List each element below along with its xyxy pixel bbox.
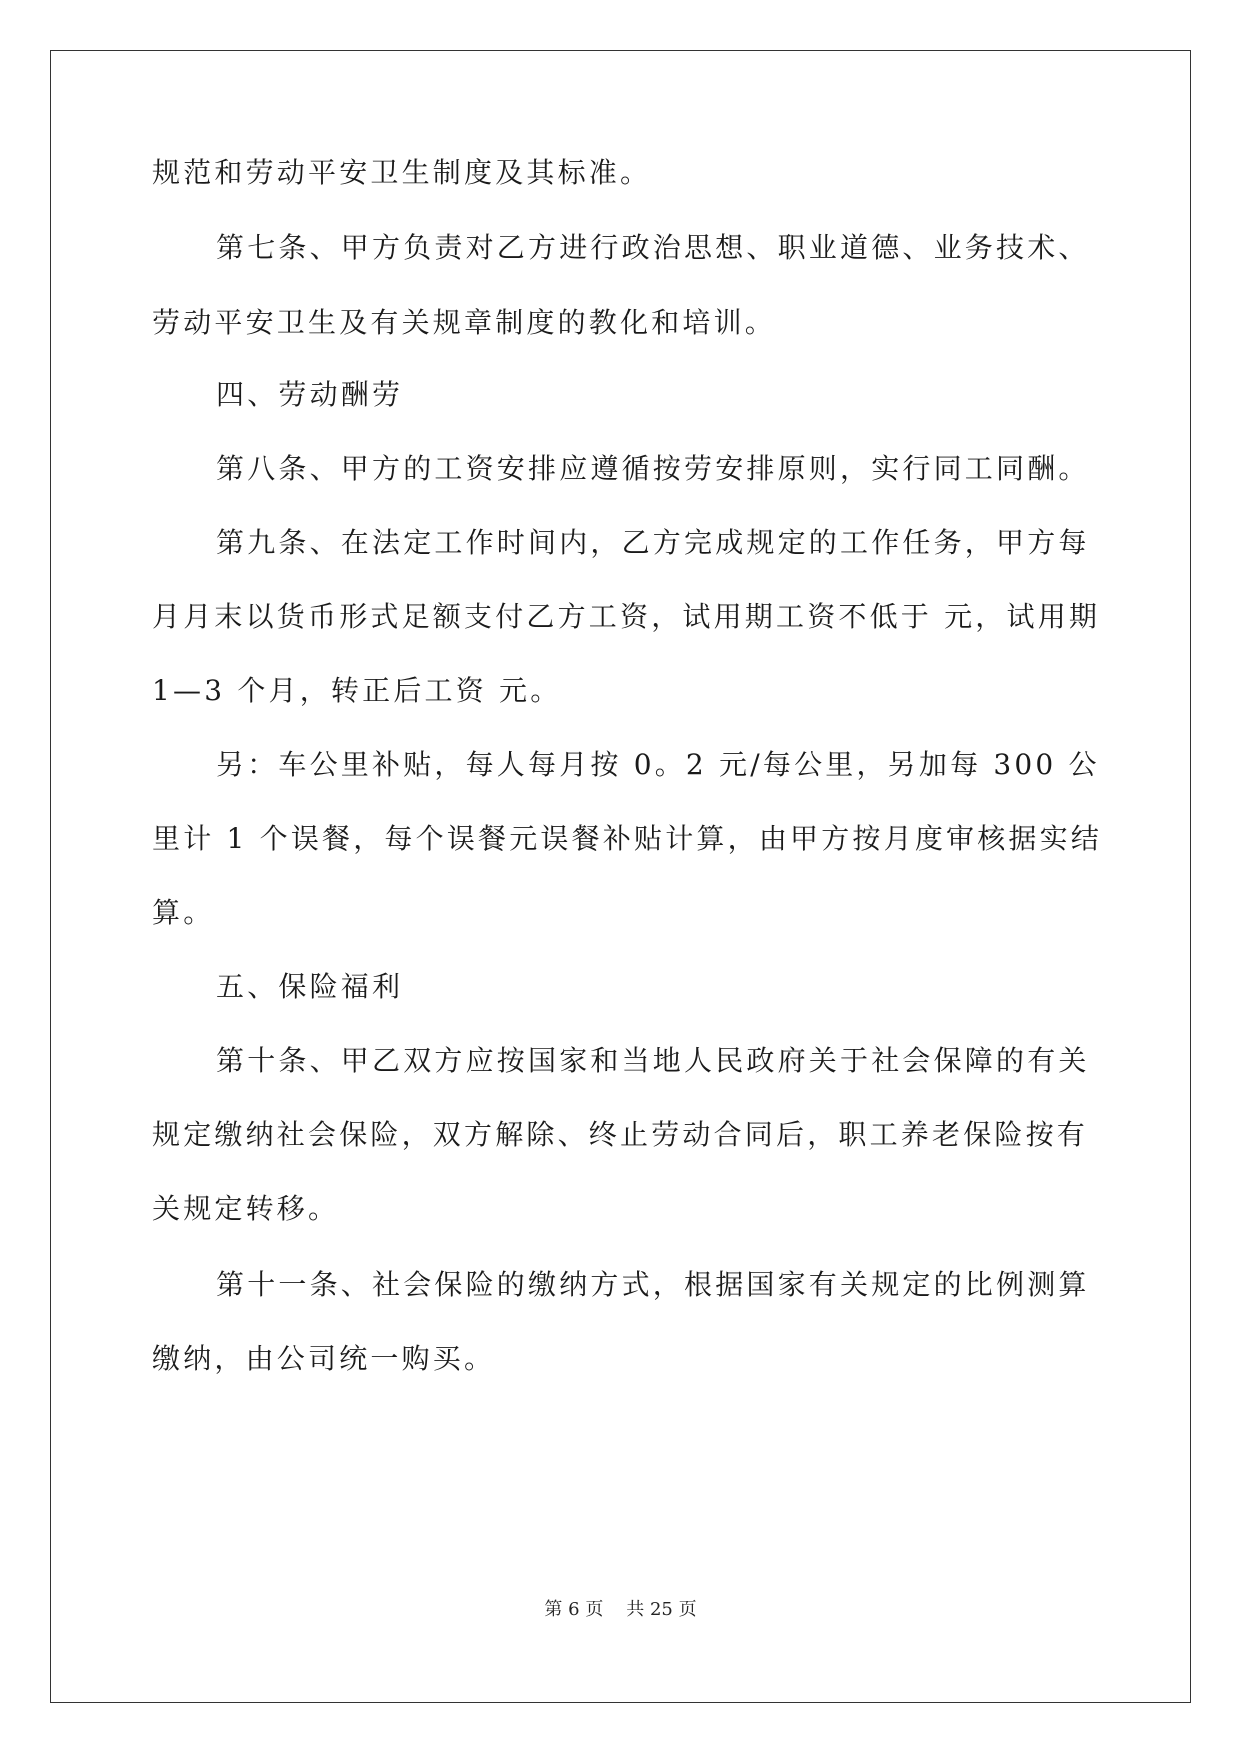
paragraph-line: 第十一条、社会保险的缴纳方式，根据国家有关规定的比例测算 [216, 1268, 1090, 1301]
paragraph-line: 月月末以货币形式足额支付乙方工资，试用期工资不低于 元，试用期 [152, 600, 1101, 633]
section-heading: 五、保险福利 [216, 970, 404, 1003]
paragraph-line: 里计 1 个误餐，每个误餐元误餐补贴计算，由甲方按月度审核据实结 [152, 822, 1103, 855]
page-footer [0, 1598, 1241, 1622]
paragraph-line: 第十条、甲乙双方应按国家和当地人民政府关于社会保障的有关 [216, 1044, 1090, 1077]
paragraph-line: 第七条、甲方负责对乙方进行政治思想、职业道德、业务技术、 [216, 231, 1090, 264]
paragraph-line: 规定缴纳社会保险，双方解除、终止劳动合同后，职工养老保险按有 [152, 1118, 1089, 1151]
page-total: 共 25 页 [626, 1599, 697, 1620]
paragraph-line: 第九条、在法定工作时间内，乙方完成规定的工作任务，甲方每 [216, 526, 1090, 559]
paragraph-line: 关规定转移。 [152, 1192, 340, 1225]
section-heading: 四、劳动酬劳 [216, 378, 404, 411]
paragraph-line: 缴纳，由公司统一购买。 [152, 1342, 496, 1375]
page-border [50, 50, 1191, 1703]
paragraph-line: 劳动平安卫生及有关规章制度的教化和培训。 [152, 306, 777, 339]
paragraph-line: 另：车公里补贴，每人每月按 0。2 元/每公里，另加每 300 公 [216, 748, 1100, 781]
paragraph-line: 1—3 个月，转正后工资 元。 [152, 674, 562, 707]
page-number: 第 6 页 [544, 1599, 604, 1620]
paragraph-line: 第八条、甲方的工资安排应遵循按劳安排原则，实行同工同酬。 [216, 452, 1090, 485]
paragraph-line: 算。 [152, 896, 215, 929]
paragraph-line: 规范和劳动平安卫生制度及其标准。 [152, 156, 652, 189]
